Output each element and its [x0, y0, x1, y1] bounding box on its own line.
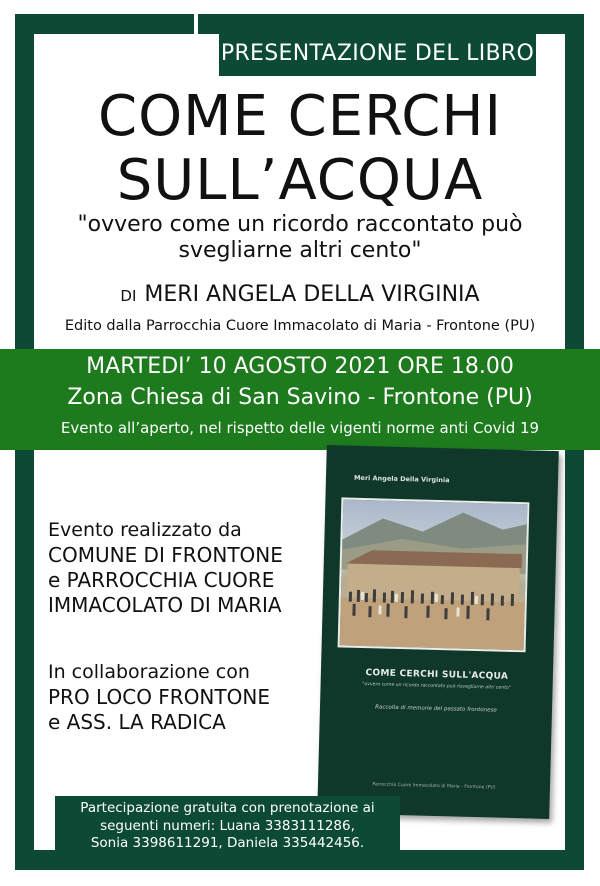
church-photo-illustration	[340, 499, 528, 650]
organizers-intro: Evento realizzato da	[48, 519, 242, 541]
subtitle-line-1: "ovvero come un ricordo raccontato può	[77, 212, 523, 237]
author-prefix: DI	[120, 287, 137, 305]
collaboration-line-2: e ASS. LA RADICA	[48, 710, 226, 734]
organizers-line-2: e PARROCCHIA CUORE	[48, 568, 275, 592]
event-note: Evento all’aperto, nel rispetto delle vigenti norme anti Covid 19	[60, 419, 540, 437]
organizers-block	[48, 518, 318, 618]
title-line-2: SULL’ACQUA	[116, 148, 484, 213]
book-cover-title: COME CERCHI SULL'ACQUA	[365, 668, 509, 682]
booking-line-2: seguenti numeri: Luana 3383111286,	[100, 817, 355, 834]
book-cover-author: Meri Angela Della Virginia	[353, 473, 450, 485]
event-band	[0, 349, 600, 450]
publisher-line: Edito dalla Parrocchia Cuore Immacolato di Maria - Frontone (PU)	[64, 318, 536, 334]
collaboration-intro: In collaborazione con	[48, 661, 250, 683]
subtitle	[40, 212, 560, 264]
subtitle-line-2: svegliarne altri cento"	[178, 238, 422, 263]
booking-line-1: Partecipazione gratuita con prenotazione ai	[80, 800, 375, 816]
event-location: Zona Chiesa di San Savino - Frontone (PU)	[67, 385, 533, 410]
event-datetime: MARTEDI’ 10 AGOSTO 2021 ORE 18.00	[86, 354, 514, 379]
organizers-line-1: COMUNE DI FRONTONE	[48, 543, 283, 567]
book-cover-collection: Raccolta di memorie del passato frontonese	[375, 704, 497, 714]
booking-info	[55, 796, 400, 858]
author	[0, 282, 600, 307]
collaboration-line-1: PRO LOCO FRONTONE	[48, 685, 270, 709]
book-cover-publisher: Parrocchia Cuore Immacolato di Maria - Frontone (PU)	[372, 782, 496, 791]
booking-line-3: Sonia 3398611291, Daniela 335442456.	[90, 835, 365, 851]
book-cover	[317, 445, 559, 819]
header-label: PRESENTAZIONE DEL LIBRO	[219, 30, 536, 76]
frame-top-left	[15, 14, 194, 34]
book-cover-photo	[338, 497, 530, 652]
book-cover-quote: "ovvero come un ricordo raccontato può risvegliarne altri cento"	[362, 682, 511, 691]
author-name: MERI ANGELA DELLA VIRGINIA	[144, 282, 480, 307]
title-line-1: COME CERCHI	[97, 84, 502, 149]
organizers-line-3: IMMACOLATO DI MARIA	[48, 593, 282, 617]
collaboration-block	[48, 660, 318, 735]
